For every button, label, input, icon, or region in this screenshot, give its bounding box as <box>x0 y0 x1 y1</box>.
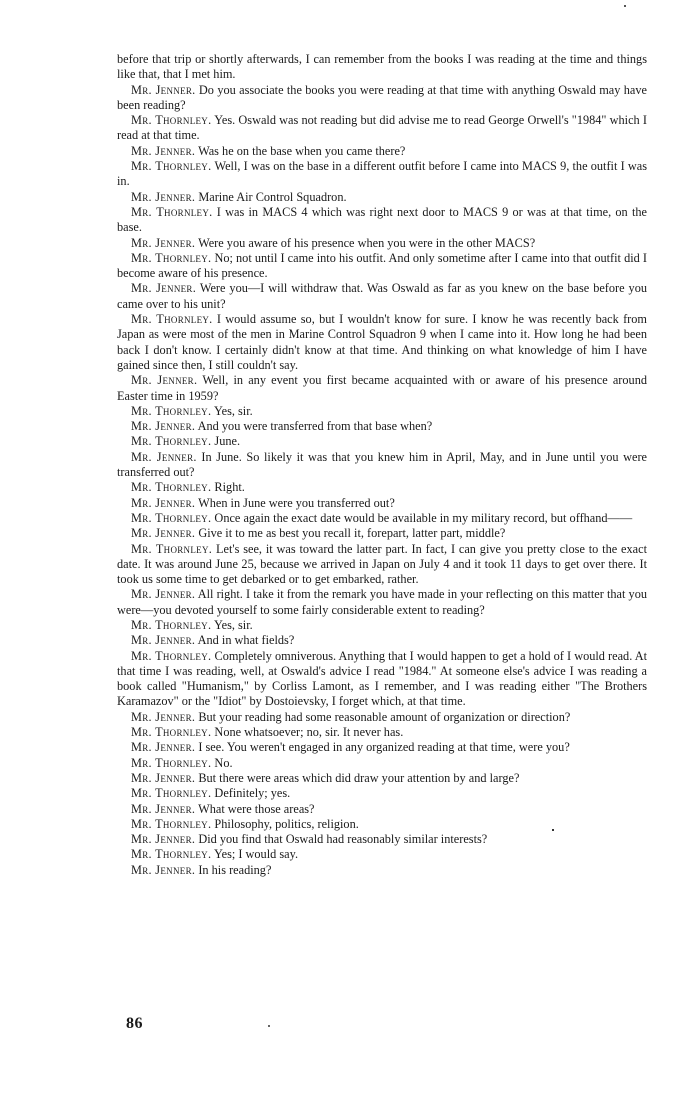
paragraph-text: None whatsoever; no, sir. It never has. <box>211 725 404 740</box>
transcript-paragraph <box>117 419 647 434</box>
paragraph-text: No; not until I came into his outfit. And only sometime after I came into that outfit did I become aware of his presence. <box>117 250 647 281</box>
transcript-paragraph <box>117 740 647 755</box>
transcript-paragraph <box>117 404 647 419</box>
paragraph-text: Let's see, it was toward the latter part. In fact, I can give you pretty close to the exact date. It was around June 25, because we arrived in Japan on July 4 and it took 11 days to get over there. It took us some time to get debarked or to get embarked, rather. <box>117 541 647 587</box>
transcript-paragraph <box>117 710 647 725</box>
paragraph-text: When in June were you transferred out? <box>195 495 395 510</box>
speaker-label: Mr. Thornley. <box>131 847 212 862</box>
transcript-paragraph <box>117 52 647 83</box>
transcript-paragraph <box>117 847 647 862</box>
speaker-label: Mr. Jenner. <box>131 526 196 541</box>
scan-speck <box>624 5 626 7</box>
paragraph-text: Definitely; yes. <box>211 786 291 801</box>
speaker-label: Mr. Thornley. <box>131 480 212 495</box>
speaker-label: Mr. Jenner. <box>131 770 196 785</box>
speaker-label: Mr. Jenner. <box>131 801 196 816</box>
speaker-label: Mr. Jenner. <box>131 633 196 648</box>
speaker-label: Mr. Jenner. <box>131 832 196 847</box>
paragraph-text: But there were areas which did draw your attention by and large? <box>195 770 520 785</box>
transcript-paragraph <box>117 802 647 817</box>
speaker-label: Mr. Thornley. <box>131 113 212 128</box>
speaker-label: Mr. Jenner. <box>131 373 198 388</box>
transcript-paragraph <box>117 83 647 114</box>
transcript-paragraph <box>117 236 647 251</box>
transcript-paragraph <box>117 205 647 236</box>
transcript-body <box>117 52 647 878</box>
transcript-paragraph <box>117 649 647 710</box>
paragraph-text: June. <box>211 434 241 449</box>
transcript-paragraph <box>117 587 647 618</box>
speaker-label: Mr. Jenner. <box>131 495 196 510</box>
speaker-label: Mr. Thornley. <box>131 786 212 801</box>
speaker-label: Mr. Jenner. <box>131 862 196 877</box>
transcript-paragraph <box>117 542 647 588</box>
speaker-label: Mr. Jenner. <box>131 189 196 204</box>
speaker-label: Mr. Thornley. <box>131 725 212 740</box>
transcript-paragraph <box>117 450 647 481</box>
paragraph-text: Were you—I will withdraw that. Was Oswald as far as you knew on the base before you came over to his unit? <box>117 281 647 311</box>
paragraph-text: Was he on the base when you came there? <box>195 143 406 158</box>
paragraph-text: Do you associate the books you were reading at that time with anything Oswald may have been reading? <box>117 82 647 112</box>
transcript-paragraph <box>117 511 647 526</box>
transcript-paragraph <box>117 496 647 511</box>
speaker-label: Mr. Thornley. <box>131 204 213 219</box>
speaker-label: Mr. Jenner. <box>131 419 196 434</box>
paragraph-text: I see. You weren't engaged in any organized reading at that time, were you? <box>195 740 570 755</box>
page-number: 86 <box>126 1015 143 1032</box>
paragraph-text: Were you aware of his presence when you were in the other MACS? <box>195 235 536 250</box>
paragraph-text: Philosophy, politics, religion. <box>211 816 359 831</box>
transcript-paragraph <box>117 159 647 190</box>
paragraph-text: Marine Air Control Squadron. <box>195 189 347 204</box>
transcript-paragraph <box>117 144 647 159</box>
paragraph-text: Right. <box>211 480 245 495</box>
paragraph-text: Well, in any event you first became acquainted with or aware of his presence around Easter time in 1959? <box>117 373 647 403</box>
transcript-paragraph <box>117 526 647 541</box>
speaker-label: Mr. Jenner. <box>131 82 196 97</box>
speaker-label: Mr. Thornley. <box>131 617 212 632</box>
speaker-label: Mr. Thornley. <box>131 434 212 449</box>
transcript-paragraph <box>117 832 647 847</box>
speaker-label: Mr. Thornley. <box>131 403 212 418</box>
transcript-paragraph <box>117 786 647 801</box>
transcript-paragraph <box>117 434 647 449</box>
paragraph-text: And you were transferred from that base when? <box>195 419 433 434</box>
speaker-label: Mr. Thornley. <box>131 312 213 327</box>
paragraph-text: All right. I take it from the remark you have made in your reflecting on this matter that you were—you devoted yourself to some fairly considerable extent to reading? <box>117 587 647 617</box>
paragraph-text: In June. So likely it was that you knew him in April, May, and in June until you were transferred out? <box>117 449 647 480</box>
speaker-label: Mr. Jenner. <box>131 281 197 296</box>
transcript-paragraph <box>117 281 647 312</box>
transcript-paragraph <box>117 480 647 495</box>
transcript-paragraph <box>117 190 647 205</box>
speaker-label: Mr. Thornley. <box>131 250 212 265</box>
paragraph-text: I was in MACS 4 which was right next door to MACS 9 or was at that time, on the base. <box>117 204 647 235</box>
speaker-label: Mr. Jenner. <box>131 587 196 602</box>
paragraph-text: Yes. Oswald was not reading but did advise me to read George Orwell's "1984" which I read at that time. <box>117 113 647 143</box>
transcript-paragraph <box>117 817 647 832</box>
speaker-label: Mr. Thornley. <box>131 816 212 831</box>
paragraph-text: And in what fields? <box>195 633 295 648</box>
speaker-label: Mr. Jenner. <box>131 449 197 464</box>
transcript-paragraph <box>117 633 647 648</box>
speaker-label: Mr. Thornley. <box>131 648 212 663</box>
paragraph-text: Well, I was on the base in a different outfit before I came into MACS 9, the outfit I was in. <box>117 159 647 189</box>
speaker-label: Mr. Thornley. <box>131 159 212 174</box>
transcript-paragraph <box>117 863 647 878</box>
paragraph-text: Did you find that Oswald had reasonably similar interests? <box>195 832 488 847</box>
paragraph-text: Yes, sir. <box>211 617 253 632</box>
transcript-paragraph <box>117 618 647 633</box>
transcript-paragraph <box>117 725 647 740</box>
speaker-label: Mr. Jenner. <box>131 740 196 755</box>
paragraph-text: But your reading had some reasonable amount of organization or direction? <box>195 709 571 724</box>
paragraph-text: No. <box>211 755 233 770</box>
transcript-paragraph <box>117 113 647 144</box>
scan-speck <box>268 1025 270 1027</box>
paragraph-text: Yes, sir. <box>211 403 253 418</box>
speaker-label: Mr. Jenner. <box>131 709 196 724</box>
scan-speck <box>552 829 554 831</box>
speaker-label: Mr. Thornley. <box>131 510 212 525</box>
speaker-label: Mr. Thornley. <box>131 755 212 770</box>
speaker-label: Mr. Jenner. <box>131 143 196 158</box>
paragraph-text: Yes; I would say. <box>211 847 299 862</box>
speaker-label: Mr. Thornley. <box>131 541 213 556</box>
transcript-paragraph <box>117 251 647 282</box>
transcript-paragraph <box>117 312 647 373</box>
paragraph-text: In his reading? <box>195 862 272 877</box>
paragraph-text: Once again the exact date would be available in my military record, but offhand—— <box>211 510 633 525</box>
paragraph-text: before that trip or shortly afterwards, I can remember from the books I was reading at the time and things like that, that I met him. <box>117 52 647 82</box>
transcript-paragraph <box>117 771 647 786</box>
transcript-paragraph <box>117 756 647 771</box>
paragraph-text: I would assume so, but I wouldn't know for sure. I know he was recently back from Japan as were most of the men in Marine Control Squadron 9 when I came into it. How long he had been back I don't know. I certainly didn't know at that time. And thinking on what knowledge of him I have gained since then, I still couldn't say. <box>117 312 647 372</box>
paragraph-text: Give it to me as best you recall it, forepart, latter part, middle? <box>195 526 506 541</box>
paragraph-text: What were those areas? <box>195 801 315 816</box>
transcript-paragraph <box>117 373 647 404</box>
speaker-label: Mr. Jenner. <box>131 235 196 250</box>
paragraph-text: Completely omniverous. Anything that I would happen to get a hold of I would read. At that time I was reading, well, at Oswald's advice I read "1984." At someone else's advice I was reading a book called "Humanism," by Corliss Lamont, as I remember, and I was reading either "The Brothers Karamazov" or the "Idiot" by Dostoievsky, I forget which, at that time. <box>117 648 647 709</box>
